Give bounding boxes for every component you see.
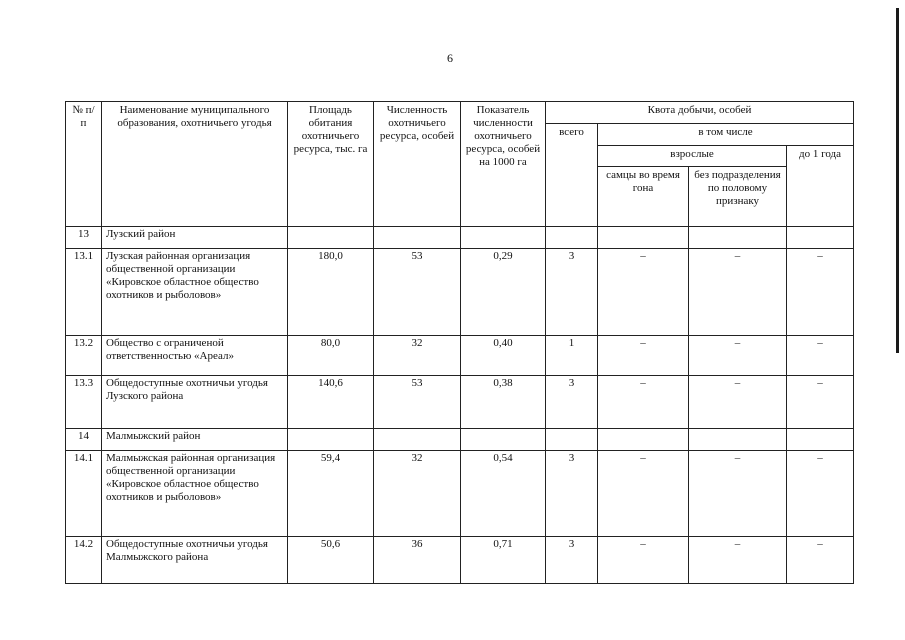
row-name: Общедоступные охотничьи угодья Лузского района [102, 376, 288, 428]
row-density: 0,71 [461, 536, 546, 583]
row-density: 0,54 [461, 450, 546, 536]
table-row [66, 249, 854, 336]
row-density: 0,40 [461, 335, 546, 375]
row-density: 0,38 [461, 376, 546, 428]
header-area: Площадь обитания охотничьего ресурса, тыс. га [288, 102, 374, 227]
quota-table [65, 101, 854, 584]
district-name: Лузский район [102, 227, 288, 249]
row-no-sex: – [689, 376, 787, 428]
row-name: Лузская районная организация общественной организации «Кировское областное общество охотников и рыболовов» [102, 249, 288, 336]
row-count: 36 [374, 536, 461, 583]
table-row [66, 450, 854, 536]
district-name: Малмыжский район [102, 428, 288, 450]
row-males-rut: – [598, 536, 689, 583]
row-count: 53 [374, 249, 461, 336]
row-area: 80,0 [288, 335, 374, 375]
district-row [66, 227, 854, 249]
row-total: 1 [546, 335, 598, 375]
header-name: Наименование муниципального образования, охотничьего угодья [102, 102, 288, 227]
row-num: 13.1 [66, 249, 102, 336]
row-under1: – [787, 536, 854, 583]
row-density: 0,29 [461, 249, 546, 336]
table-row [66, 335, 854, 375]
row-total: 3 [546, 450, 598, 536]
row-under1: – [787, 335, 854, 375]
row-no-sex: – [689, 335, 787, 375]
header-no-sex: без подразделения по половому признаку [689, 167, 787, 227]
header-count: Численность охотничьего ресурса, особей [374, 102, 461, 227]
row-name: Общество с ограниченой ответственностью «Ареал» [102, 335, 288, 375]
row-under1: – [787, 376, 854, 428]
district-row [66, 428, 854, 450]
row-under1: – [787, 249, 854, 336]
header-total: всего [546, 124, 598, 227]
row-num: 14 [66, 428, 102, 450]
row-no-sex: – [689, 536, 787, 583]
header-quota: Квота добычи, особей [546, 102, 854, 124]
row-males-rut: – [598, 335, 689, 375]
row-name: Малмыжская районная организация общественной организации «Кировское областное общество охотников и рыболовов» [102, 450, 288, 536]
header-density: Показатель численности охотничьего ресурса, особей на 1000 га [461, 102, 546, 227]
row-total: 3 [546, 376, 598, 428]
row-num: 13.2 [66, 335, 102, 375]
table-row [66, 536, 854, 583]
row-count: 32 [374, 450, 461, 536]
header-num: № п/п [66, 102, 102, 227]
header-adults: взрослые [598, 146, 787, 167]
row-no-sex: – [689, 249, 787, 336]
row-num: 14.1 [66, 450, 102, 536]
header-under1: до 1 года [787, 146, 854, 227]
header-males-rut: самцы во время гона [598, 167, 689, 227]
row-num: 13 [66, 227, 102, 249]
row-males-rut: – [598, 249, 689, 336]
header-including: в том числе [598, 124, 854, 146]
row-area: 50,6 [288, 536, 374, 583]
scan-edge-line [896, 8, 899, 353]
row-no-sex: – [689, 450, 787, 536]
row-under1: – [787, 450, 854, 536]
row-total: 3 [546, 249, 598, 336]
table-row [66, 376, 854, 428]
row-count: 53 [374, 376, 461, 428]
row-count: 32 [374, 335, 461, 375]
row-name: Общедоступные охотничьи угодья Малмыжского района [102, 536, 288, 583]
page-number: 6 [447, 51, 453, 65]
row-num: 14.2 [66, 536, 102, 583]
row-males-rut: – [598, 376, 689, 428]
row-num: 13.3 [66, 376, 102, 428]
row-area: 180,0 [288, 249, 374, 336]
row-males-rut: – [598, 450, 689, 536]
row-area: 59,4 [288, 450, 374, 536]
row-total: 3 [546, 536, 598, 583]
row-area: 140,6 [288, 376, 374, 428]
table-body [66, 227, 854, 584]
